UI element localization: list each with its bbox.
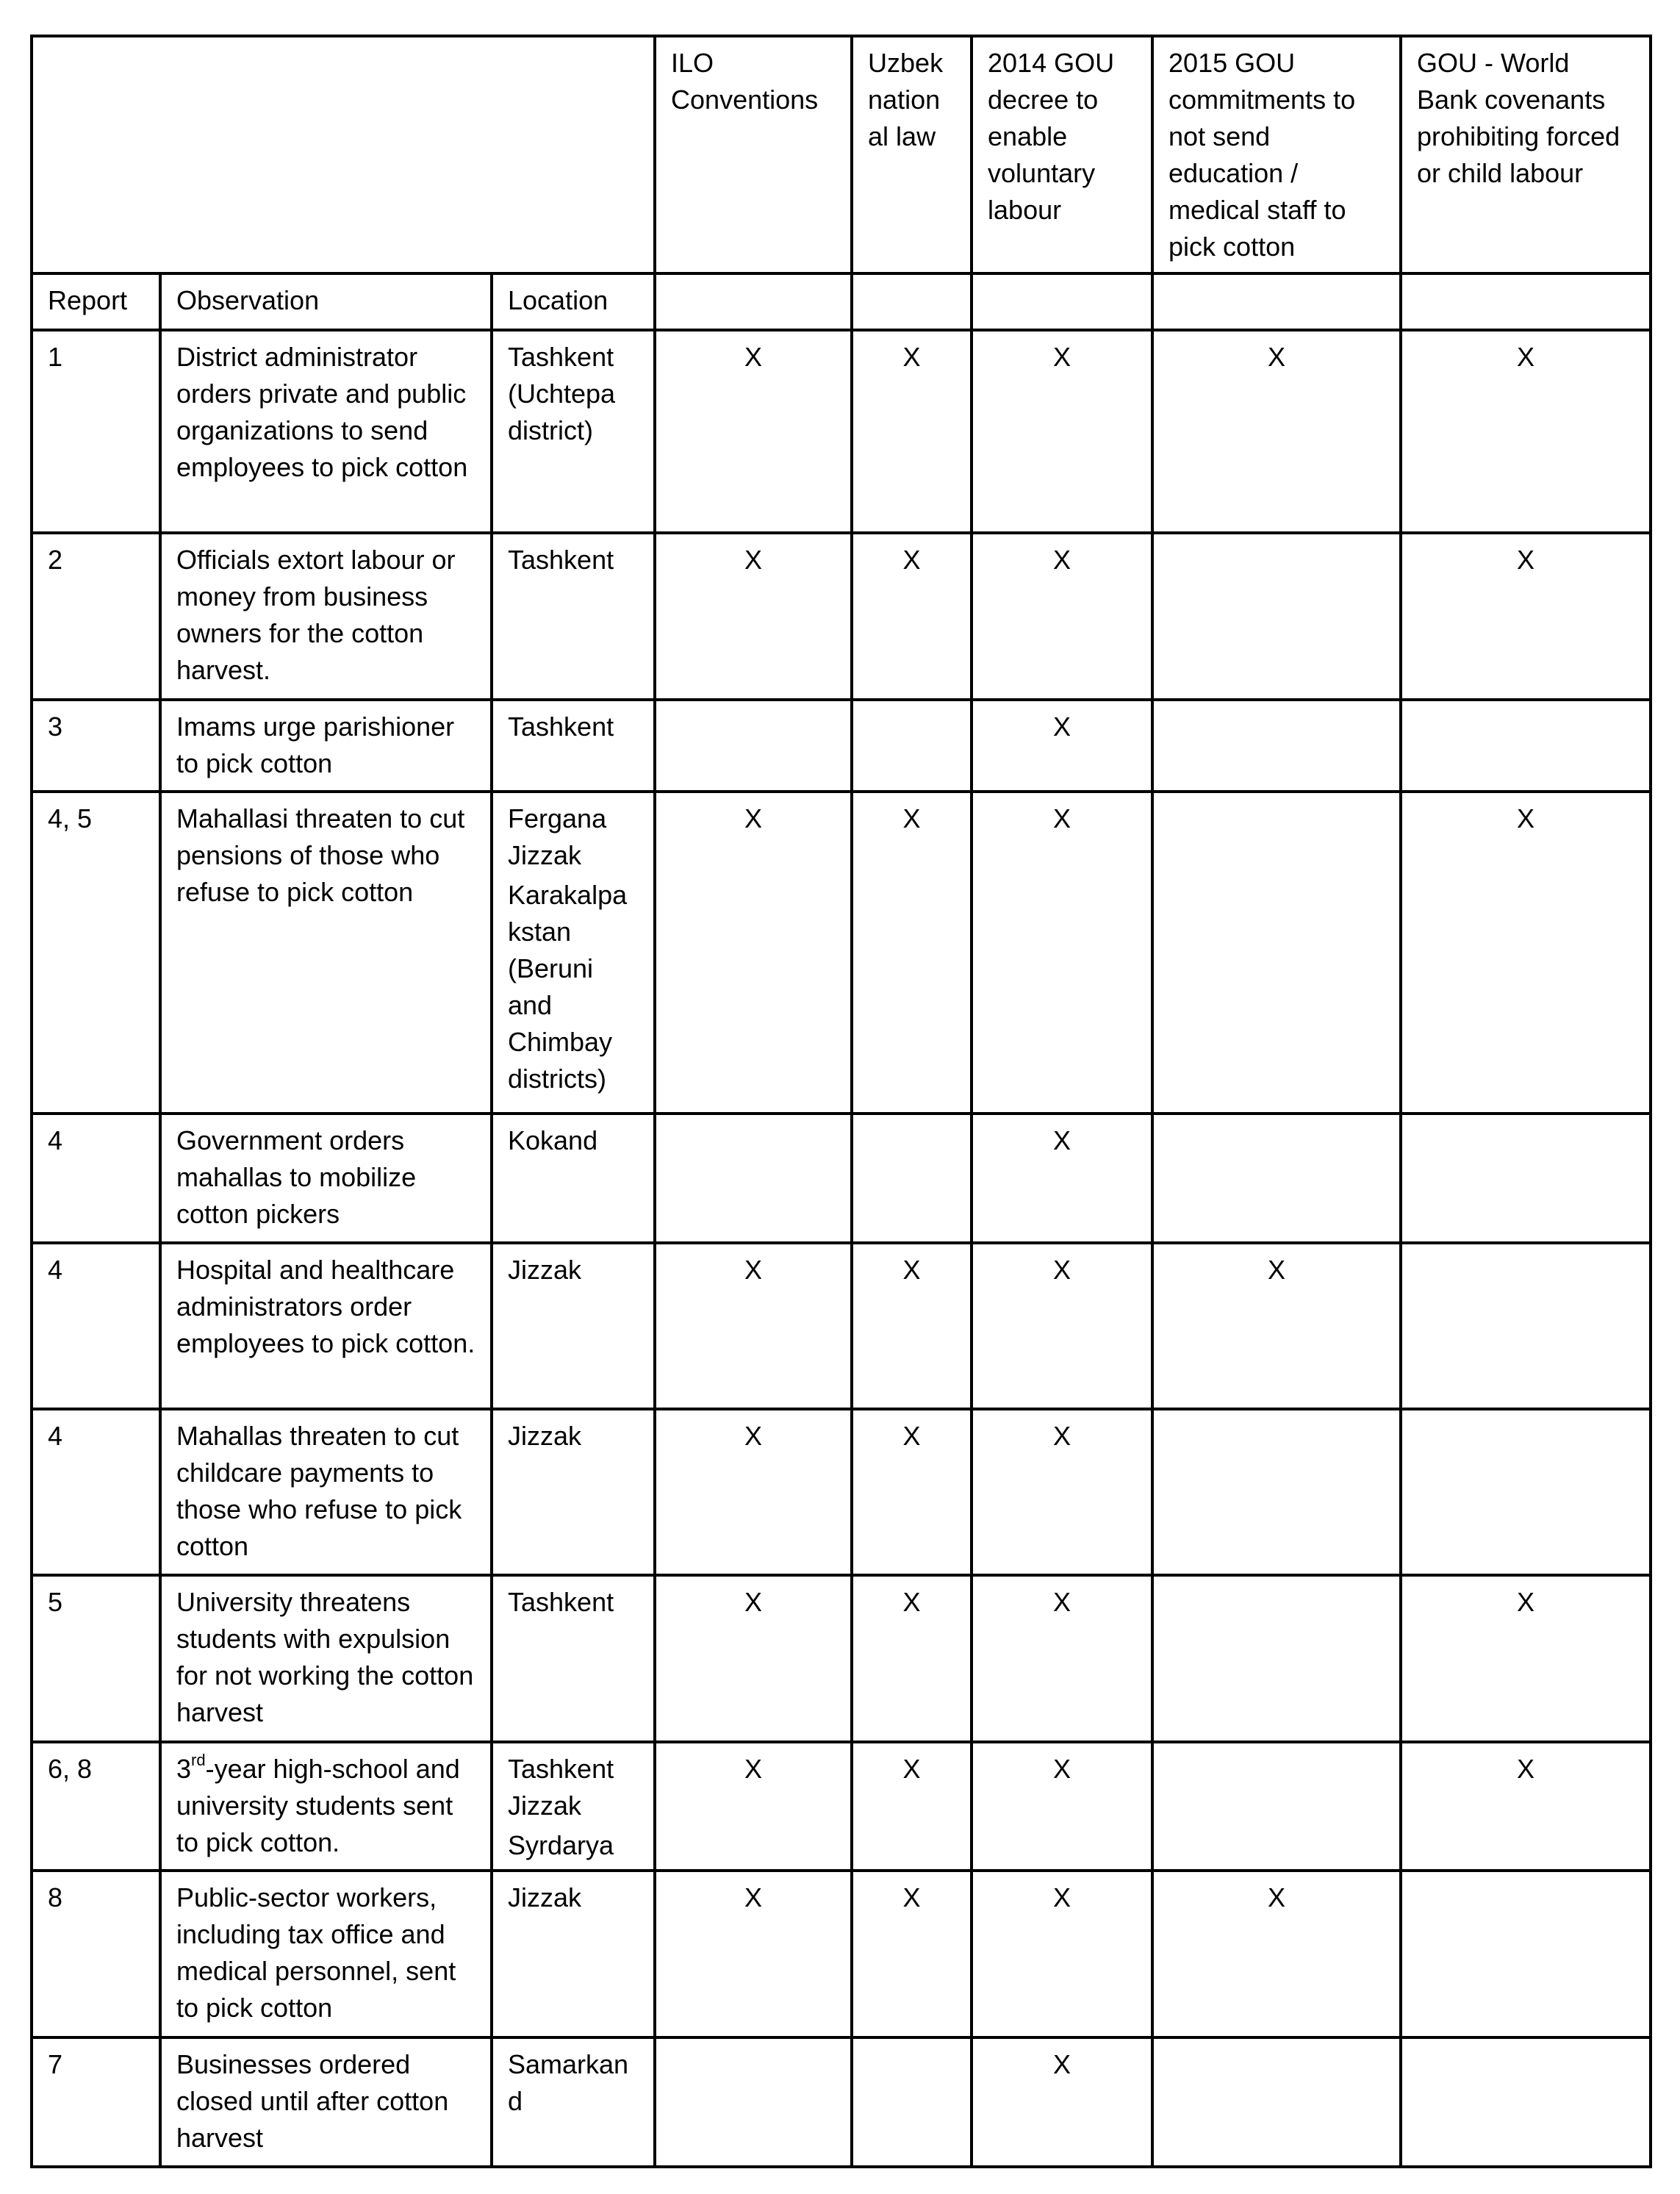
decree-2014-mark-cell: X [972, 1871, 1152, 2037]
header-location: Location [492, 273, 655, 330]
decree-2014-mark-cell: X [972, 533, 1152, 700]
location-text: Samarkan d [508, 2049, 629, 2116]
national-law-mark-cell: X [852, 1871, 972, 2037]
commitment-2015-mark-cell [1152, 1114, 1401, 1243]
commitment-2015-mark-cell [1152, 1575, 1401, 1742]
commitment-2015-mark-cell [1152, 533, 1401, 700]
location-text: Tashkent [508, 545, 614, 575]
report-number-cell: 3 [32, 700, 160, 792]
decree-2014-mark-cell: X [972, 1114, 1152, 1243]
location-cell [492, 1575, 655, 1742]
header-empty-cell [972, 273, 1152, 330]
location-cell [492, 533, 655, 700]
world-bank-mark-cell [1401, 2037, 1651, 2167]
world-bank-mark-cell [1401, 1243, 1651, 1409]
observation-cell [160, 1742, 492, 1871]
location-text: Tashkent [508, 711, 614, 742]
world-bank-mark-cell [1401, 1409, 1651, 1575]
location-text: Jizzak [508, 1790, 582, 1821]
header-2015-gou-commitments: 2015 GOU commitments to not send education / medical staff to pick cotton [1152, 36, 1401, 273]
ilo-mark-cell: X [655, 1742, 852, 1871]
location-text: Fergana [508, 803, 607, 833]
observation-cell: Mahallas threaten to cut childcare payments to those who refuse to pick cotton [160, 1409, 492, 1575]
header-empty-cell [852, 273, 972, 330]
report-number-cell: 4 [32, 1114, 160, 1243]
location-cell [492, 1409, 655, 1575]
location-cell [492, 330, 655, 533]
ilo-mark-cell: X [655, 533, 852, 700]
commitment-2015-mark-cell [1152, 1409, 1401, 1575]
decree-2014-mark-cell: X [972, 1409, 1152, 1575]
report-number-cell: 4 [32, 1409, 160, 1575]
table-row [32, 1871, 1651, 2037]
ilo-mark-cell [655, 1114, 852, 1243]
location-cell [492, 1243, 655, 1409]
header-report: Report [32, 273, 160, 330]
world-bank-mark-cell: X [1401, 1575, 1651, 1742]
table-row [32, 2037, 1651, 2167]
table-row [32, 533, 1651, 700]
observation-ordinal-suffix: rd [191, 1751, 206, 1769]
ilo-mark-cell [655, 2037, 852, 2167]
ilo-mark-cell: X [655, 330, 852, 533]
location-cell [492, 1114, 655, 1243]
ilo-mark-cell: X [655, 792, 852, 1114]
table-row [32, 330, 1651, 533]
commitment-2015-mark-cell: X [1152, 1243, 1401, 1409]
observation-cell: District administrator orders private and public organizations to send employees to pick cotton [160, 330, 492, 533]
header-row-commitments [32, 36, 1651, 273]
commitment-2015-mark-cell [1152, 1742, 1401, 1871]
location-text: Jizzak [508, 1255, 582, 1285]
table-row [32, 700, 1651, 792]
header-empty-cell [1401, 273, 1651, 330]
observation-cell: Officials extort labour or money from business owners for the cotton harvest. [160, 533, 492, 700]
location-text: Jizzak [508, 1421, 582, 1451]
location-text: Syrdarya [508, 1830, 614, 1860]
location-text: Kokand [508, 1125, 598, 1155]
header-empty-cell [655, 273, 852, 330]
header-world-bank-covenants: GOU - World Bank covenants prohibiting forced or child labour [1401, 36, 1651, 273]
report-number-cell: 8 [32, 1871, 160, 2037]
location-cell [492, 1871, 655, 2037]
report-number-cell: 4, 5 [32, 792, 160, 1114]
report-number-cell: 6, 8 [32, 1742, 160, 1871]
location-cell [492, 792, 655, 1114]
world-bank-mark-cell: X [1401, 792, 1651, 1114]
table-row [32, 792, 1651, 1114]
observations-table [30, 35, 1652, 2168]
decree-2014-mark-cell: X [972, 1575, 1152, 1742]
location-text: Karakalpa kstan (Beruni and Chimbay districts) [508, 880, 628, 1094]
world-bank-mark-cell: X [1401, 533, 1651, 700]
header-row-fields [32, 273, 1651, 330]
national-law-mark-cell: X [852, 792, 972, 1114]
world-bank-mark-cell [1401, 1114, 1651, 1243]
commitment-2015-mark-cell [1152, 2037, 1401, 2167]
header-observation: Observation [160, 273, 492, 330]
table-row [32, 1409, 1651, 1575]
decree-2014-mark-cell: X [972, 330, 1152, 533]
location-text: Jizzak [508, 840, 582, 870]
commitment-2015-mark-cell: X [1152, 1871, 1401, 2037]
header-uzbek-national-law: Uzbek nation al law [852, 36, 972, 273]
commitment-2015-mark-cell [1152, 792, 1401, 1114]
world-bank-mark-cell: X [1401, 330, 1651, 533]
national-law-mark-cell: X [852, 1575, 972, 1742]
ilo-mark-cell: X [655, 1243, 852, 1409]
observation-cell: Hospital and healthcare administrators order employees to pick cotton. [160, 1243, 492, 1409]
national-law-mark-cell: X [852, 1409, 972, 1575]
observation-cell: Mahallasi threaten to cut pensions of those who refuse to pick cotton [160, 792, 492, 1114]
location-text: Tashkent [508, 1587, 614, 1617]
header-ilo-conventions: ILO Conventions [655, 36, 852, 273]
world-bank-mark-cell: X [1401, 1742, 1651, 1871]
observation-cell: Imams urge parishioner to pick cotton [160, 700, 492, 792]
location-cell [492, 700, 655, 792]
report-number-cell: 4 [32, 1243, 160, 1409]
decree-2014-mark-cell: X [972, 1742, 1152, 1871]
ilo-mark-cell [655, 700, 852, 792]
header-2014-gou-decree: 2014 GOU decree to enable voluntary labour [972, 36, 1152, 273]
table-row [32, 1575, 1651, 1742]
decree-2014-mark-cell: X [972, 2037, 1152, 2167]
decree-2014-mark-cell: X [972, 700, 1152, 792]
header-blank-cell [32, 36, 655, 273]
observation-cell: Government orders mahallas to mobilize cotton pickers [160, 1114, 492, 1243]
header-empty-cell [1152, 273, 1401, 330]
decree-2014-mark-cell: X [972, 792, 1152, 1114]
report-number-cell: 2 [32, 533, 160, 700]
table-row [32, 1114, 1651, 1243]
commitment-2015-mark-cell: X [1152, 330, 1401, 533]
observation-cell: University threatens students with expulsion for not working the cotton harvest [160, 1575, 492, 1742]
location-cell [492, 1742, 655, 1871]
world-bank-mark-cell [1401, 700, 1651, 792]
national-law-mark-cell [852, 2037, 972, 2167]
location-text: Jizzak [508, 1882, 582, 1912]
world-bank-mark-cell [1401, 1871, 1651, 2037]
location-cell [492, 2037, 655, 2167]
report-number-cell: 5 [32, 1575, 160, 1742]
ilo-mark-cell: X [655, 1575, 852, 1742]
decree-2014-mark-cell: X [972, 1243, 1152, 1409]
table-row [32, 1742, 1651, 1871]
national-law-mark-cell [852, 1114, 972, 1243]
observation-ordinal: 3 [176, 1754, 192, 1784]
observation-text: -year high-school and university students sent to pick cotton. [176, 1754, 460, 1857]
report-number-cell: 1 [32, 330, 160, 533]
national-law-mark-cell: X [852, 330, 972, 533]
commitment-2015-mark-cell [1152, 700, 1401, 792]
observation-cell: Businesses ordered closed until after cotton harvest [160, 2037, 492, 2167]
location-text: Tashkent [508, 1754, 614, 1784]
observation-cell: Public-sector workers, including tax office and medical personnel, sent to pick cotton [160, 1871, 492, 2037]
ilo-mark-cell: X [655, 1871, 852, 2037]
table-row [32, 1243, 1651, 1409]
location-text: Tashkent (Uchtepa district) [508, 342, 616, 445]
national-law-mark-cell: X [852, 1243, 972, 1409]
national-law-mark-cell: X [852, 533, 972, 700]
report-number-cell: 7 [32, 2037, 160, 2167]
national-law-mark-cell: X [852, 1742, 972, 1871]
national-law-mark-cell [852, 700, 972, 792]
ilo-mark-cell: X [655, 1409, 852, 1575]
